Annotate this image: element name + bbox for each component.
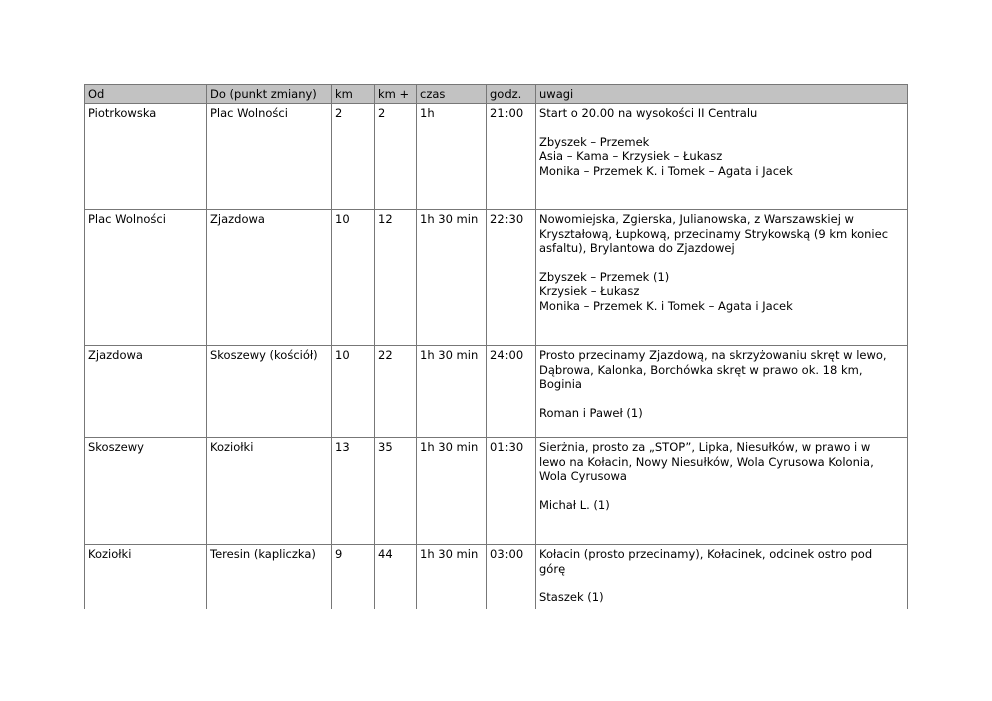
cell-godz: 24:00	[487, 346, 536, 438]
cell-km: 2	[332, 104, 375, 210]
cell-uwagi	[536, 545, 908, 609]
uwagi-team-line: Michał L. (1)	[539, 497, 610, 512]
uwagi-line: Dąbrowa, Kalonka, Borchówka skręt w prawo ok. 18 km,	[539, 362, 863, 377]
uwagi-line: Start o 20.00 na wysokości II Centralu	[539, 106, 758, 120]
uwagi-team-line: Zbyszek – Przemek (1)	[539, 269, 670, 284]
cell-km: 13	[332, 438, 375, 545]
cell-do: Plac Wolności	[207, 104, 332, 210]
cell-km-plus: 22	[375, 346, 417, 438]
table-row	[85, 438, 908, 545]
header-godz: godz.	[487, 85, 536, 104]
table-row	[85, 104, 908, 210]
cell-do: Teresin (kapliczka)	[207, 545, 332, 609]
cell-czas: 1h 30 min	[417, 210, 487, 346]
cell-czas: 1h	[417, 104, 487, 210]
route-table	[84, 84, 908, 609]
cell-godz: 22:30	[487, 210, 536, 346]
uwagi-line: asfaltu), Brylantowa do Zjazdowej	[539, 241, 735, 255]
cell-czas: 1h 30 min	[417, 545, 487, 609]
uwagi-line: Prosto przecinamy Zjazdową, na skrzyżowaniu skręt w lewo,	[539, 348, 887, 362]
header-czas: czas	[417, 85, 487, 104]
cell-do: Zjazdowa	[207, 210, 332, 346]
cell-od: Plac Wolności	[85, 210, 207, 346]
table-row	[85, 545, 908, 609]
cell-km: 10	[332, 210, 375, 346]
header-od: Od	[85, 85, 207, 104]
cell-czas: 1h 30 min	[417, 346, 487, 438]
cell-km-plus: 44	[375, 545, 417, 609]
uwagi-line: Wola Cyrusowa	[539, 469, 627, 483]
cell-uwagi	[536, 438, 908, 545]
header-km: km	[332, 85, 375, 104]
uwagi-team-line: Asia – Kama – Krzysiek – Łukasz	[539, 149, 723, 163]
header-uwagi: uwagi	[536, 85, 908, 104]
cell-od: Zjazdowa	[85, 346, 207, 438]
cell-uwagi	[536, 104, 908, 210]
cell-km: 10	[332, 346, 375, 438]
cell-od: Koziołki	[85, 545, 207, 609]
table-row	[85, 346, 908, 438]
header-do: Do (punkt zmiany)	[207, 85, 332, 104]
uwagi-team-line: Monika – Przemek K. i Tomek – Agata i Jacek	[539, 298, 793, 313]
uwagi-line: Boginia	[539, 377, 582, 391]
cell-czas: 1h 30 min	[417, 438, 487, 545]
cell-km-plus: 35	[375, 438, 417, 545]
uwagi-team-line: Zbyszek – Przemek	[539, 134, 650, 149]
cell-godz: 01:30	[487, 438, 536, 545]
cell-godz: 03:00	[487, 545, 536, 609]
uwagi-line: Nowomiejska, Zgierska, Julianowska, z Warszawskiej w	[539, 212, 854, 226]
cell-godz: 21:00	[487, 104, 536, 210]
uwagi-line: górę	[539, 561, 566, 576]
cell-uwagi	[536, 346, 908, 438]
cell-km-plus: 2	[375, 104, 417, 210]
header-km-plus: km +	[375, 85, 417, 104]
header-row	[85, 85, 908, 104]
uwagi-line: Sierżnia, prosto za „STOP”, Lipka, Niesułków, w prawo i w	[539, 440, 871, 454]
cell-km-plus: 12	[375, 210, 417, 346]
cell-od: Skoszewy	[85, 438, 207, 545]
uwagi-team-line: Staszek (1)	[539, 590, 604, 604]
cell-od: Piotrkowska	[85, 104, 207, 210]
uwagi-team-line: Monika – Przemek K. i Tomek – Agata i Jacek	[539, 163, 793, 178]
uwagi-team-line: Roman i Paweł (1)	[539, 405, 643, 420]
cell-uwagi	[536, 210, 908, 346]
table-row	[85, 210, 908, 346]
uwagi-line: lewo na Kołacin, Nowy Niesułków, Wola Cyrusowa Kolonia,	[539, 454, 874, 469]
uwagi-line: Kołacin (prosto przecinamy), Kołacinek, odcinek ostro pod	[539, 547, 873, 561]
cell-do: Koziołki	[207, 438, 332, 545]
cell-do: Skoszewy (kościół)	[207, 346, 332, 438]
uwagi-team-line: Krzysiek – Łukasz	[539, 284, 640, 298]
cell-km: 9	[332, 545, 375, 609]
uwagi-line: Kryształową, Łupkową, przecinamy Strykowską (9 km koniec	[539, 226, 889, 241]
